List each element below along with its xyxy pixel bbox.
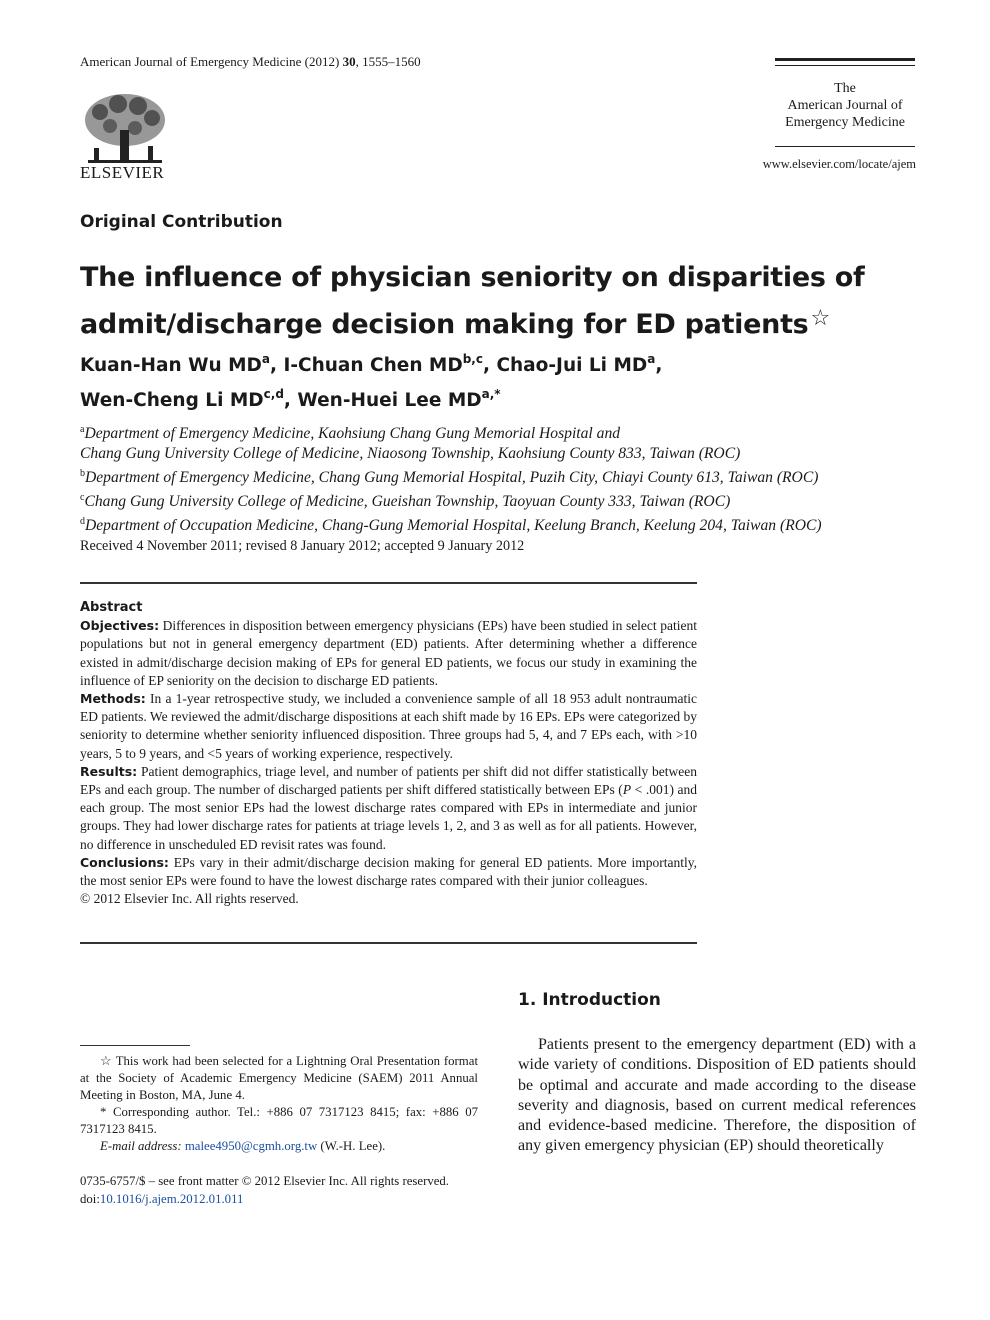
doi-link[interactable]: 10.1016/j.ajem.2012.01.011 (99, 1191, 244, 1206)
journal-name: The American Journal of Emergency Medicine (785, 81, 905, 130)
abstract-conclusions: Conclusions: EPs vary in their admit/discharge decision making for general ED patients. More importantly, the most senior EPs were found to have the lowest discharge rates compared with their junior colleagues. (80, 854, 697, 889)
author: Kuan-Han Wu MD (80, 355, 262, 376)
header-rule (775, 65, 915, 66)
author-list: Kuan-Han Wu $MD^a$, I-Chuan Chen MD$^{b,c}$, Chao-Jui Li $MD^a$, Wen-Cheng Li MD$^{c,d}$, Wen-Huei Lee $MD^{a,*}$ (80, 352, 663, 411)
abstract-copyright: © 2012 Elsevier Inc. All rights reserved. (80, 891, 299, 907)
received-dates: Received 4 November 2011; revised 8 January 2012; accepted 9 January 2012 (80, 538, 525, 554)
doi-line: doi:10.1016/j.ajem.2012.01.011 (80, 1191, 244, 1206)
affiliations (80, 420, 920, 536)
front-matter (80, 1173, 478, 1208)
email-link[interactable]: malee4950@cgmh.org.tw (184, 1139, 318, 1153)
author: I-Chuan Chen MD (283, 355, 463, 376)
affiliation-ref[interactable]: a (261, 352, 270, 366)
abstract (80, 599, 697, 908)
footnote-corresponding: * Corresponding author. Tel.: +886 07 7317123 8415; fax: +886 07 7317123 8415. (80, 1105, 478, 1136)
abstract-methods: Methods: In a 1-year retrospective study, we included a convenience sample of all 18 953 adult nontraumatic ED patients. We reviewed the admit/discharge dispositions at each shift made by 16 EPs. EPs were categorized by seniority to determine whether seniority influenced disposition. Three groups had 5, 4, and 7 EPs each, with >10 years, 5 to 9 years, and <5 years of working experience, respectively. (80, 691, 697, 761)
footnote-rule (80, 1045, 190, 1046)
footnotes (80, 1053, 478, 1155)
abstract-objectives: Objectives: Differences in disposition between emergency physicians (EPs) have been studied in select patient populations but not in general emergency department (ED) patients. After determining whether a difference existed in admit/discharge decision making of EPs for general ED patients, we focus our study in examining the influence of EP seniority on the decision to discharge ED patients. (80, 618, 697, 688)
affiliation-ref[interactable]: a,* (481, 387, 501, 401)
abstract-results: Results: Patient demographics, triage level, and number of patients per shift did not differ statistically between EPs and each group. The number of discharged patients per shift differed statistically between EPs (P < .001) and each group. The most senior EPs had the lowest discharge rates compared with EPs in intermediate and junior groups. They had lower discharge rates for patients at triage levels 1, 2, and 3 as well as for all patients. However, no difference in unscheduled ED revisit rates was found. (80, 763, 698, 852)
affiliation: $^a$Department of Emergency Medicine, Kaohsiung Chang Gung Memorial Hospital and (80, 424, 621, 442)
footnote-email: E-mail address: malee4950@cgmh.org.tw (W.-H. Lee). (100, 1139, 386, 1153)
abstract-bottom-rule (80, 942, 697, 944)
journal-url-link[interactable]: www.elsevier.com/locate/ajem (762, 157, 916, 171)
affiliation: $^d$Department of Occupation Medicine, Chang-Gung Memorial Hospital, Keelung Branch, Keelung 204, Taiwan (ROC) (80, 516, 822, 534)
author: Wen-Huei Lee MD (297, 390, 482, 411)
abstract-heading: Abstract (80, 600, 143, 615)
author: Wen-Cheng Li MD (80, 390, 264, 411)
section-label: Original Contribution (80, 212, 283, 232)
journal-citation: American Journal of Emergency Medicine (2012) 30, 1555–1560 (80, 54, 421, 69)
affiliation-ref[interactable]: c,d (263, 387, 284, 401)
article-title: The influence of physician seniority on disparities of admit/discharge decision making for ED patients☆ (80, 262, 865, 340)
publisher-name: ELSEVIER (80, 163, 165, 182)
title-footnote-star[interactable]: ☆ (810, 306, 830, 331)
issn-line: 0735-6757/$ – see front matter © 2012 Elsevier Inc. All rights reserved. (80, 1174, 450, 1188)
header-rule (775, 58, 915, 61)
affiliation: $^c$Chang Gung University College of Medicine, Gueishan Township, Taoyuan County 333, Taiwan (ROC) (80, 492, 731, 510)
abstract-top-rule (80, 582, 697, 584)
author: Chao-Jui Li MD (496, 355, 648, 376)
footnote-star: ☆ This work had been selected for a Lightning Oral Presentation format at the Society of Academic Emergency Medicine (SAEM) 2011 Annual Meeting in Boston, MA, June 4. (80, 1054, 478, 1102)
affiliation-ref[interactable]: b,c (462, 352, 483, 366)
intro-paragraph: Patients present to the emergency department (ED) with a wide variety of conditions. Disposition of ED patients should be optimal and accurate and made according to the disease severity and diagnosis, based on current medical references and evidence-based medicine. Therefore, the disposition of any given emergency physician (EP) should theoretically (518, 1036, 916, 1155)
affiliation-ref[interactable]: a (647, 352, 656, 366)
intro-heading: 1. Introduction (518, 990, 661, 1010)
affiliation: $^b$Department of Emergency Medicine, Chang Gung Memorial Hospital, Puzih City, Chiayi County 613, Taiwan (ROC) (80, 468, 819, 486)
affiliation: Chang Gung University College of Medicine, Niaosong Township, Kaohsiung County 833, Taiwan (ROC) (80, 445, 741, 462)
header-rule (775, 146, 915, 147)
